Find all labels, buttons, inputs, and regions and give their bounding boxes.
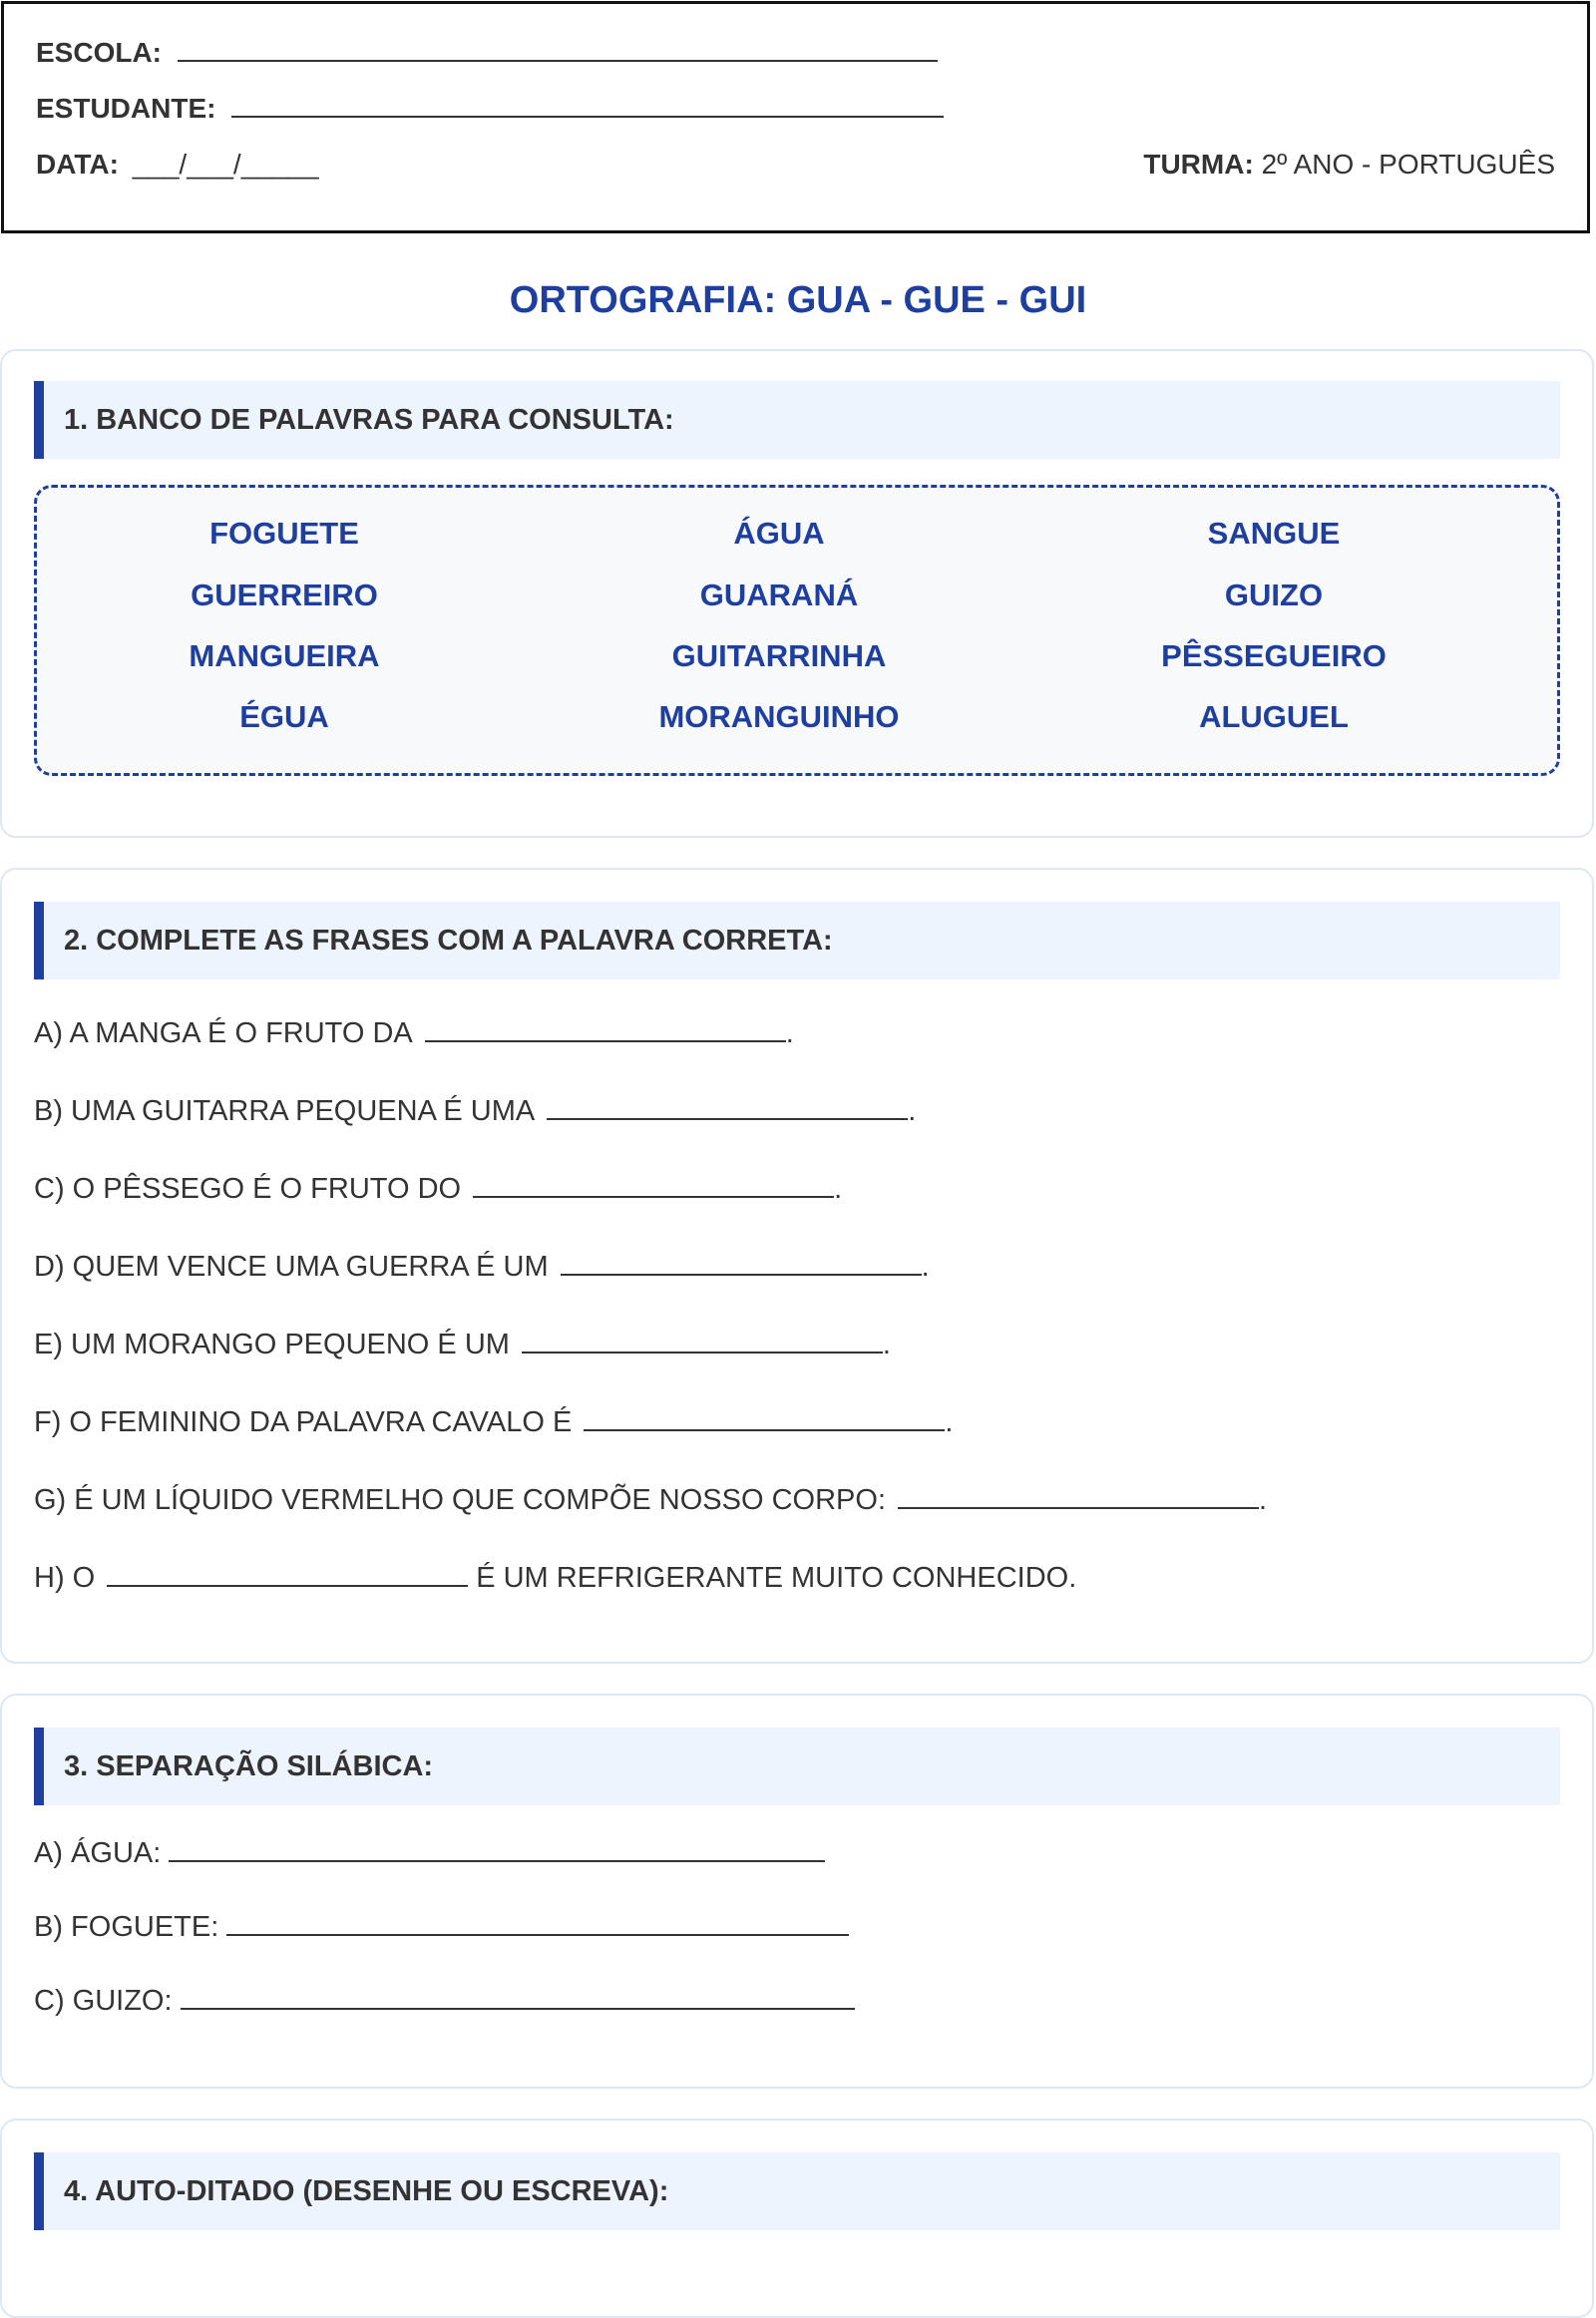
sentence-end: .	[921, 1251, 930, 1283]
section-3-title: 3. SEPARAÇÃO SILÁBICA:	[34, 1728, 1560, 1805]
section-auto-dictation	[0, 2119, 1594, 2318]
syllable-item	[34, 1985, 855, 2018]
sentence-text: F) O FEMININO DA PALAVRA CAVALO É	[34, 1406, 573, 1438]
word-bank-box	[34, 485, 1560, 776]
word-bank-item: ÉGUA	[239, 699, 329, 734]
sentence-item	[34, 1329, 891, 1361]
estudante-row	[36, 93, 944, 125]
answer-blank[interactable]	[898, 1485, 1259, 1509]
answer-blank[interactable]	[473, 1174, 834, 1198]
sentence-text: C) O PÊSSEGO É O FRUTO DO	[34, 1173, 462, 1205]
sentence-end: .	[908, 1095, 917, 1127]
syllable-answer-line[interactable]	[226, 1912, 849, 1936]
turma-label: TURMA:	[1143, 149, 1254, 180]
estudante-line[interactable]	[231, 94, 944, 118]
word-bank-item: MANGUEIRA	[189, 638, 380, 673]
sentence-text: E) UM MORANGO PEQUENO É UM	[34, 1329, 510, 1360]
answer-blank[interactable]	[107, 1563, 468, 1587]
section-syllable-separation	[0, 1694, 1594, 2089]
data-label: DATA:	[36, 149, 119, 180]
answer-blank[interactable]	[561, 1252, 922, 1276]
escola-label: ESCOLA:	[36, 37, 162, 68]
student-info-header	[1, 1, 1590, 233]
section-complete-sentences	[0, 868, 1594, 1664]
sentence-text: A) A MANGA É O FRUTO DA	[34, 1017, 413, 1049]
word-bank-item: GUERREIRO	[191, 578, 378, 612]
syllable-answer-line[interactable]	[181, 1986, 855, 2010]
word-bank-item: GUARANÁ	[699, 578, 859, 612]
sentence-text: B) UMA GUITARRA PEQUENA É UMA	[34, 1095, 536, 1127]
word-bank-item: GUIZO	[1224, 578, 1324, 612]
word-bank-item: FOGUETE	[209, 516, 359, 551]
sentence-end: .	[1259, 1484, 1268, 1516]
sentence-item	[34, 1251, 930, 1284]
sentence-text: G) É UM LÍQUIDO VERMELHO QUE COMPÕE NOSSO CORPO:	[34, 1484, 886, 1516]
escola-line[interactable]	[178, 38, 938, 62]
word-bank-item: SANGUE	[1207, 516, 1341, 551]
syllable-answer-line[interactable]	[169, 1838, 825, 1862]
sentence-item	[34, 1484, 1267, 1517]
sentence-end: .	[945, 1406, 954, 1438]
syllable-item	[34, 1837, 825, 1870]
sentence-item	[34, 1173, 842, 1206]
sentence-end: .	[785, 1017, 794, 1049]
syllable-word: B) FOGUETE:	[34, 1911, 219, 1943]
data-blanks[interactable]: ___/___/_____	[132, 149, 319, 180]
word-bank-item: MORANGUINHO	[658, 699, 900, 734]
word-bank-item: ALUGUEL	[1199, 699, 1349, 734]
estudante-label: ESTUDANTE:	[36, 93, 216, 124]
section-4-title: 4. AUTO-DITADO (DESENHE OU ESCREVA):	[34, 2152, 1560, 2230]
section-word-bank	[0, 349, 1594, 838]
sentence-end: .	[882, 1329, 891, 1360]
section-1-title: 1. BANCO DE PALAVRAS PARA CONSULTA:	[34, 381, 1560, 459]
word-bank-item: GUITARRINHA	[671, 638, 887, 673]
word-bank-item: ÁGUA	[733, 516, 825, 551]
turma-value: 2º ANO - PORTUGUÊS	[1261, 149, 1555, 180]
answer-blank[interactable]	[522, 1330, 883, 1353]
sentence-text: H) O	[34, 1562, 96, 1594]
sentence-end: É UM REFRIGERANTE MUITO CONHECIDO.	[476, 1562, 1077, 1594]
sentence-end: .	[834, 1173, 843, 1205]
sentence-text: D) QUEM VENCE UMA GUERRA É UM	[34, 1251, 549, 1283]
escola-row	[36, 37, 938, 69]
page-title: ORTOGRAFIA: GUA - GUE - GUI	[509, 279, 1087, 321]
sentence-item	[34, 1562, 1076, 1595]
section-2-title: 2. COMPLETE AS FRASES COM A PALAVRA CORRETA:	[34, 902, 1560, 979]
answer-blank[interactable]	[584, 1407, 945, 1431]
sentence-item	[34, 1406, 953, 1439]
sentence-item	[34, 1017, 794, 1050]
word-bank-item: PÊSSEGUEIRO	[1161, 638, 1387, 673]
syllable-word: A) ÁGUA:	[34, 1837, 162, 1869]
syllable-item	[34, 1911, 849, 1944]
answer-blank[interactable]	[547, 1096, 908, 1120]
syllable-word: C) GUIZO:	[34, 1985, 173, 2017]
sentence-item	[34, 1095, 916, 1128]
data-row	[36, 149, 319, 181]
answer-blank[interactable]	[425, 1018, 786, 1042]
turma-row	[1143, 149, 1555, 181]
